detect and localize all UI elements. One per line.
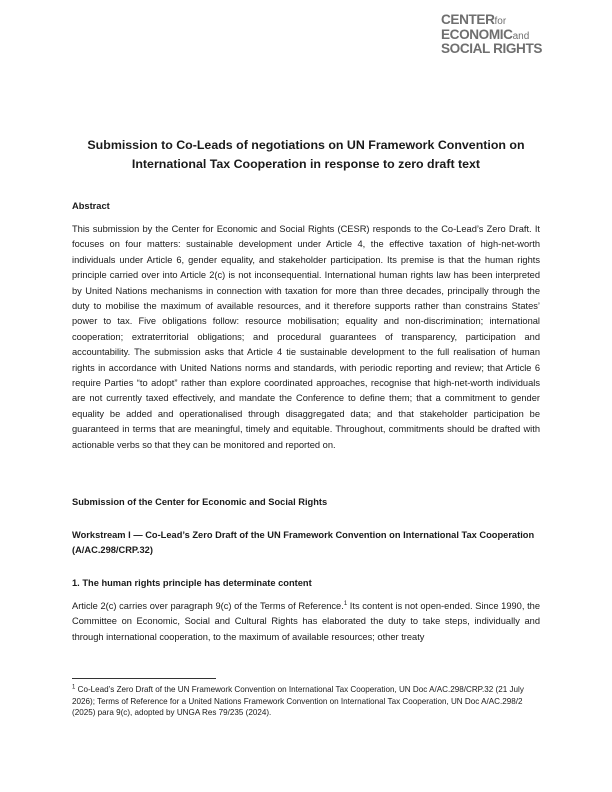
section-1-body xyxy=(72,599,540,645)
footnote-number: 1 xyxy=(72,684,76,691)
footnote-1 xyxy=(72,684,542,719)
document-title: Submission to Co-Leads of negotiations on UN Framework Convention on International Tax Cooperation in response to zero draft text xyxy=(87,138,525,171)
abstract-body: This submission by the Center for Economic and Social Rights (CESR) responds to the Co-Lead’s Zero Draft. It focuses on four matters: sustainable development under Article 4, the effective taxation of high-net-worth individuals under Article 6, gender equality, and stakeholder participation. Its premise is that the human rights principle carried over into Article 2(c) is not inconsequential. International human rights law has been interpreted by United Nations mechanisms in connection with taxation for more than three decades, principally through the duty to mobilise the maximum of available resources, and it therefore supports rather than constrains States’ power to tax. Five obligations follow: resource mobilisation; equality and non-discrimination; international cooperation; extraterritorial obligations; and procedural guarantees of transparency, participation and accountability. The submission asks that Article 4 tie sustainable development to the full realisation of human rights in accordance with United Nations norms and standards, with periodic reporting and review; that Article 6 require Parties “to adopt” rather than explore coordinated approaches, recognise that high-net-worth individuals are not currently taxed effectively, and mandate the Conference to define them; that a commitment to gender equality be added and operationalised through disaggregated data; and that stakeholder participation be guaranteed in terms that are meaningful, timely and equitable. Throughout, commitments should be drafted with actionable verbs so that they can be monitored and reported on. xyxy=(72,224,540,450)
section-1-body-rest: Its content is not open-ended. Since 1990, the Committee on Economic, Social and Cultural Rights has elaborated the duty to take steps, individually and through international cooperation, to the maximum of available resources; other treaty xyxy=(72,601,540,642)
logo-line-2-small: and xyxy=(512,30,530,42)
section-1-body-start: Article 2(c) carries over paragraph 9(c) of the Terms of Reference. xyxy=(72,601,344,611)
footnote-text: Co-Lead’s Zero Draft of the UN Framework Convention on International Tax Cooperation, UN Doc A/AC.298/CRP.32 (21 July 2026); Terms of Reference for a United Nations Framework Convention on International Tax Cooperation, UN Doc A/AC.298/2 (2025) para 9(c), adopted by UNGA Res 79/235 (2024). xyxy=(72,685,524,718)
footnote-reference[interactable]: 1 xyxy=(343,600,348,607)
section-1-heading: 1. The human rights principle has determinate content xyxy=(72,578,312,588)
footnote-divider xyxy=(72,678,216,679)
cesr-logo xyxy=(441,14,556,56)
abstract-heading: Abstract xyxy=(72,201,110,211)
workstream-heading: Workstream I — Co-Lead’s Zero Draft of the UN Framework Convention on International Tax Cooperation (A/AC.298/CRP.32) xyxy=(72,530,535,556)
submission-heading: Submission of the Center for Economic and Social Rights xyxy=(72,497,328,507)
logo-line-2: ECONOMIC xyxy=(441,26,513,42)
logo-line-1-small: for xyxy=(494,16,507,27)
logo-line-3: SOCIAL RIGHTS xyxy=(441,41,543,57)
logo-line-1: CENTER xyxy=(441,12,495,27)
